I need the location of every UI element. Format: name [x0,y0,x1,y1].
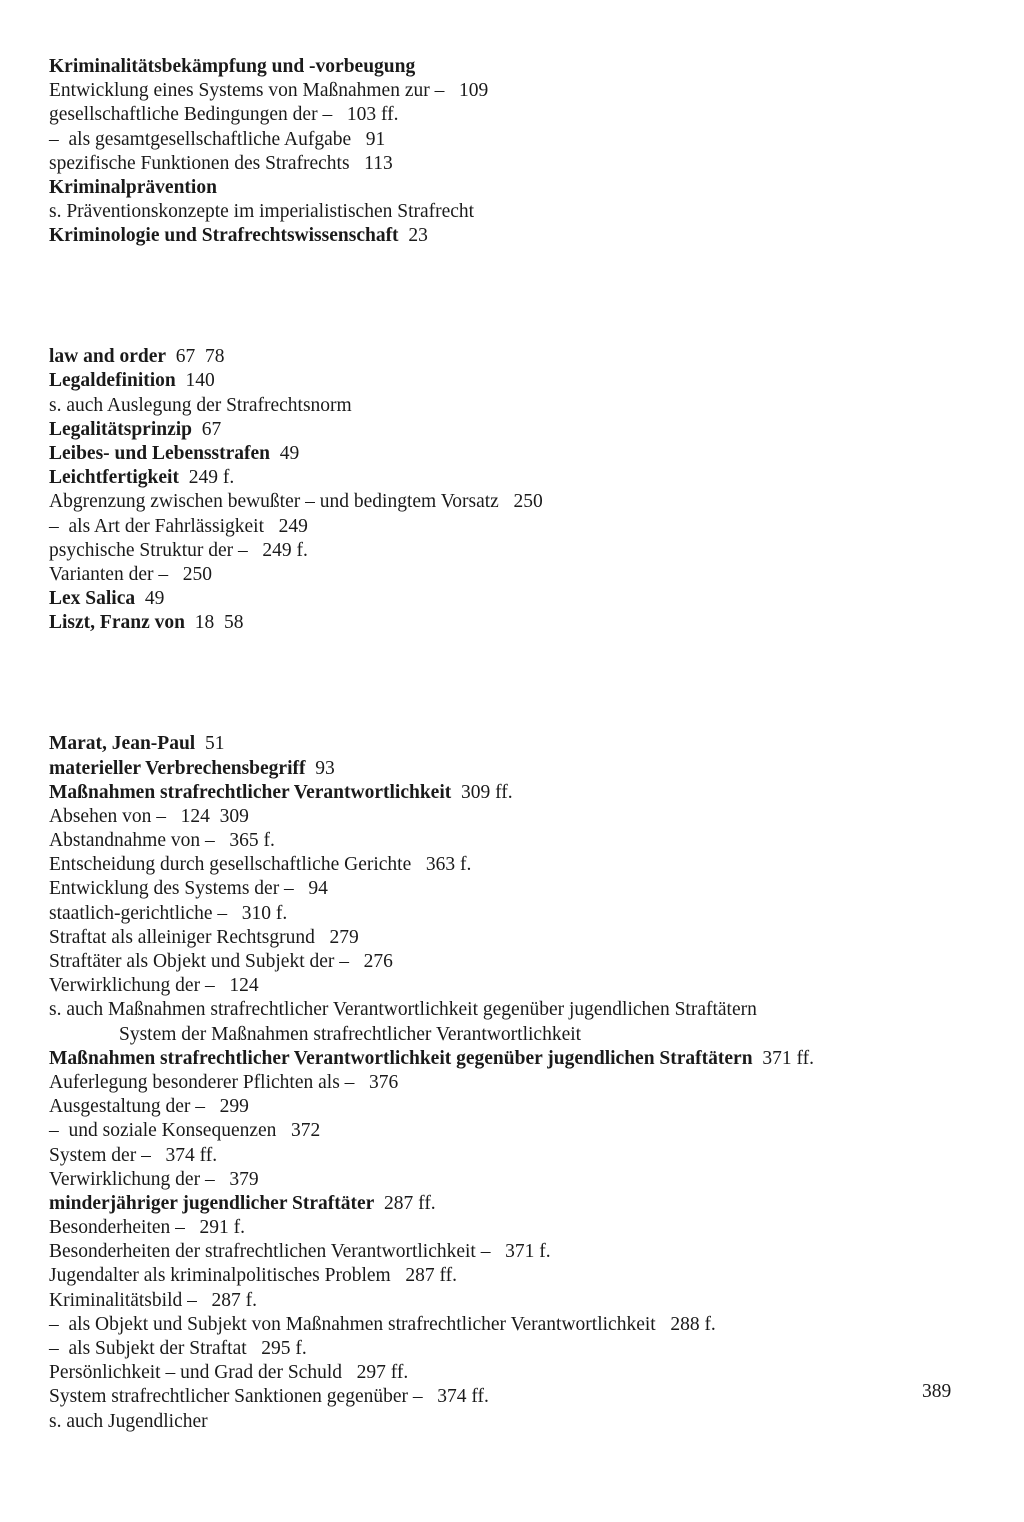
index-heading: Liszt, Franz von [49,612,185,634]
page-reference: 49 [270,443,300,465]
index-subentry: gesellschaftliche Bedingungen der – 103 ff. [49,104,399,126]
page-reference: 67 78 [166,346,225,368]
index-heading-entry [49,224,989,248]
index-subentry: – als Objekt und Subjekt von Maßnahmen strafrechtlicher Verantwortlichkeit 288 f. [49,1313,716,1335]
index-heading-entry [49,757,989,781]
index-subentry: Entwicklung eines Systems von Maßnahmen zur – 109 [49,80,489,102]
page-reference: 371 ff. [752,1047,814,1069]
index-subentry: Varianten der – 250 [49,563,212,585]
index-subentry: psychische Struktur der – 249 f. [49,539,308,561]
index-subentry: Persönlichkeit – und Grad der Schuld 297 ff. [49,1362,409,1384]
index-heading: Kriminalitätsbekämpfung und -vorbeugung [49,56,416,77]
page-reference: 51 [195,733,225,755]
index-subentry: Entwicklung des Systems der – 94 [49,878,328,900]
index-subentry: – als Art der Fahrlässigkeit 249 [49,515,308,537]
index-heading-entry [49,442,989,466]
index-heading: Leibes- und Lebensstrafen [49,443,271,465]
index-subentry: Entscheidung durch gesellschaftliche Gerichte 363 f. [49,854,472,876]
index-subentry: staatlich-gerichtliche – 310 f. [49,902,288,924]
page-reference: 140 [175,370,215,392]
index-subentry: Auferlegung besonderer Pflichten als – 376 [49,1071,399,1093]
index-subentry: s. auch Jugendlicher [49,1410,208,1432]
index-subentry: Straftat als alleiniger Rechtsgrund 279 [49,926,359,948]
index-heading-entry [49,466,989,490]
page-reference: 18 58 [184,612,244,634]
index-subentry: – als Subjekt der Straftat 295 f. [49,1338,307,1359]
index-subentry: s. auch Maßnahmen strafrechtlicher Verantwortlichkeit gegenüber jugendlichen Straftätern [49,999,757,1021]
page-reference: 309 ff. [451,781,513,803]
section-gap [49,636,989,684]
index-heading-entry [49,418,989,442]
page-number: 389 [922,1381,952,1402]
index-subentry: Ausgestaltung der – 299 [49,1096,249,1118]
index-heading-entry [49,587,989,611]
section-gap [49,249,989,297]
page-reference: 67 [192,418,222,440]
index-subentry: Verwirklichung der – 124 [49,975,259,997]
index-heading-entry [49,732,989,756]
index-subentry: Kriminalitätsbild – 287 f. [49,1289,257,1311]
index-heading-entry [49,345,989,369]
index-heading: Maßnahmen strafrechtlicher Verantwortlichkeit [49,781,452,803]
index-subentry: System der – 374 ff. [49,1144,218,1166]
page-reference: 249 f. [178,467,235,489]
index-heading-entry [49,1192,989,1216]
index-heading: Maßnahmen strafrechtlicher Verantwortlichkeit gegenüber jugendlichen Straftätern [49,1047,753,1069]
index-heading: law and order [49,346,166,368]
index-subentry-continuation: System der Maßnahmen strafrechtlicher Verantwortlichkeit [119,1023,582,1045]
index-subentry: – und soziale Konsequenzen 372 [49,1120,321,1142]
index-subentry: Straftäter als Objekt und Subjekt der – 276 [49,951,393,972]
index-subentry: spezifische Funktionen des Strafrechts 113 [49,152,393,174]
index-heading-entry [49,781,989,805]
index-heading: Kriminalprävention [49,176,217,198]
index-subentry: s. Präventionskonzepte im imperialistischen Strafrecht [49,201,475,223]
page-reference: 93 [305,757,335,779]
index-subentry: – als gesamtgesellschaftliche Aufgabe 91 [49,128,386,150]
index-heading: Legaldefinition [49,370,176,392]
index-subentry: Jugendalter als kriminalpolitisches Problem 287 ff. [49,1265,457,1287]
section-gap [49,297,989,345]
index-subentry: System strafrechtlicher Sanktionen gegenüber – 374 ff. [49,1386,489,1408]
index-heading: Lex Salica [49,588,136,610]
index-heading: minderjähriger jugendlicher Straftäter [49,1192,375,1214]
index-subentry: Absehen von – 124 309 [49,805,249,827]
index-subentry: s. auch Auslegung der Strafrechtsnorm [49,394,352,416]
index-subentry: Besonderheiten der strafrechtlichen Verantwortlichkeit – 371 f. [49,1241,551,1263]
index-list [49,55,989,1434]
index-subentry: Abstandnahme von – 365 f. [49,830,275,852]
index-heading: materieller Verbrechensbegriff [49,757,306,779]
index-heading: Kriminologie und Strafrechtswissenschaft [49,225,399,247]
index-heading: Leichtfertigkeit [49,467,179,489]
index-subentry: Besonderheiten – 291 f. [49,1217,246,1239]
page-reference: 287 ff. [374,1192,436,1214]
index-subentry: Verwirklichung der – 379 [49,1168,259,1190]
section-gap [49,684,989,732]
index-heading-entry [49,611,989,635]
index-subentry: Abgrenzung zwischen bewußter – und bedingtem Vorsatz 250 [49,491,543,513]
page-reference: 23 [398,225,428,247]
index-heading-entry [49,1047,989,1071]
index-heading: Legalitätsprinzip [49,418,193,440]
index-heading: Marat, Jean-Paul [49,733,196,755]
page-reference: 49 [135,588,165,610]
index-heading-entry [49,369,989,393]
